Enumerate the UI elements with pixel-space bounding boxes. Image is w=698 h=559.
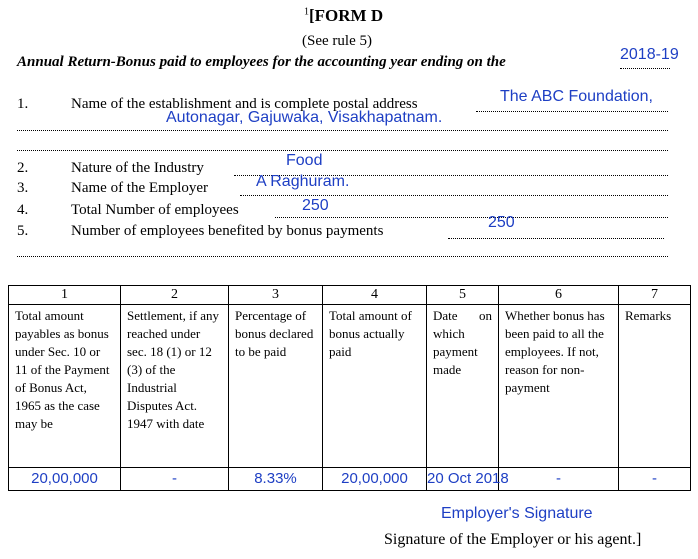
- total-payable-value[interactable]: 20,00,000: [9, 468, 121, 491]
- item-4-dots: [275, 217, 668, 218]
- employer-name-value[interactable]: A Raghuram.: [256, 173, 350, 190]
- item-1-dots: [476, 111, 668, 112]
- item-4-label: Total Number of employees: [71, 202, 239, 218]
- address-line-2: [17, 150, 668, 151]
- col-number: 2: [121, 286, 229, 305]
- column-header-row: [9, 305, 691, 468]
- col-number: 3: [229, 286, 323, 305]
- item-2-label: Nature of the Industry: [71, 160, 204, 176]
- item-5-number: 5.: [17, 223, 29, 239]
- employer-signature-value[interactable]: Employer's Signature: [441, 505, 593, 522]
- header-remarks: Remarks: [619, 305, 691, 468]
- item-4-number: 4.: [17, 202, 29, 218]
- col-number: 4: [323, 286, 427, 305]
- form-title: [304, 6, 383, 26]
- item-1-number: 1.: [17, 96, 29, 112]
- header-payment-date: Date on which payment made: [427, 305, 499, 468]
- percentage-value[interactable]: 8.33%: [229, 468, 323, 491]
- header-total-payable: Total amount payables as bonus under Sec. 10 or 11 of the Payment of Bonus Act, 1965 as the case may be: [9, 305, 121, 468]
- item-3-label: Name of the Employer: [71, 180, 209, 196]
- item-2-number: 2.: [17, 160, 29, 176]
- item-5-dots: [448, 238, 664, 239]
- settlement-value[interactable]: -: [121, 468, 229, 491]
- form-title-text: [FORM D: [309, 6, 384, 25]
- total-employees-value[interactable]: 250: [302, 197, 329, 214]
- address-line-1: [17, 130, 668, 131]
- bonus-return-table: [8, 285, 691, 491]
- industry-value[interactable]: Food: [286, 152, 323, 169]
- establishment-name-value[interactable]: The ABC Foundation,: [500, 88, 653, 105]
- subtitle-dots: [620, 68, 670, 69]
- item-5-label: Number of employees benefited by bonus payments: [71, 223, 384, 239]
- signature-label: Signature of the Employer or his agent.]: [384, 531, 642, 548]
- header-bonus-paid-all: Whether bonus has been paid to all the employees. If not, reason for non-payment: [499, 305, 619, 468]
- establishment-address-value[interactable]: Autonagar, Gajuwaka, Visakhapatnam.: [166, 109, 443, 126]
- header-total-paid: Total amount of bonus actually paid: [323, 305, 427, 468]
- rule-reference: (See rule 5): [302, 33, 372, 49]
- table-row: [9, 468, 691, 491]
- total-paid-value[interactable]: 20,00,000: [323, 468, 427, 491]
- bonus-paid-all-value[interactable]: -: [499, 468, 619, 491]
- item-5-line-2: [17, 256, 668, 257]
- item-3-number: 3.: [17, 180, 29, 196]
- item-3-dots: [240, 195, 668, 196]
- col-number: 6: [499, 286, 619, 305]
- remarks-value[interactable]: -: [619, 468, 691, 491]
- col-number: 7: [619, 286, 691, 305]
- payment-date-value[interactable]: 20 Oct 2018: [427, 468, 499, 491]
- header-settlement: Settlement, if any reached under sec. 18 (1) or 12 (3) of the Industrial Disputes Act. 1947 with date: [121, 305, 229, 468]
- header-percentage: Percentage of bonus declared to be paid: [229, 305, 323, 468]
- year-value[interactable]: 2018-19: [620, 46, 679, 63]
- column-number-row: [9, 286, 691, 305]
- benefited-employees-value[interactable]: 250: [488, 214, 515, 231]
- form-subtitle: Annual Return-Bonus paid to employees for the accounting year ending on the: [17, 54, 506, 70]
- footnote-mark: 1: [304, 6, 309, 18]
- col-number: 1: [9, 286, 121, 305]
- col-number: 5: [427, 286, 499, 305]
- item-1-label: Name of the establishment and is complete postal address: [71, 96, 418, 112]
